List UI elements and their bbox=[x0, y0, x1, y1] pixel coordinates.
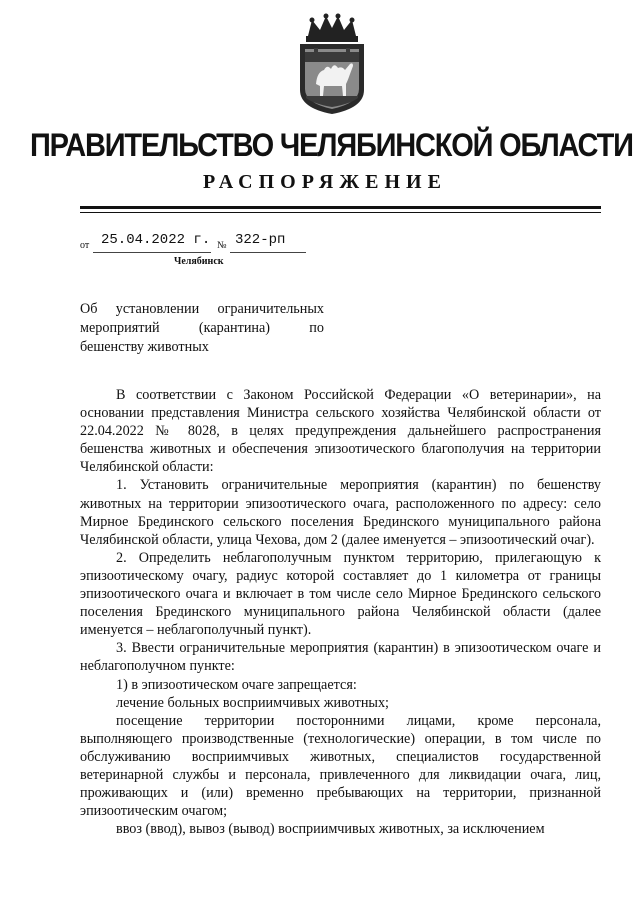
clause-paragraph: 3. Ввести ограничительные мероприятия (карантин) в эпизоотическом очаге и неблагополучном пункте: bbox=[80, 640, 601, 675]
preamble-paragraph: В соответствии с Законом Российской Федерации «О ветеринарии», на основании представления Министра сельского хозяйства Челябинской области от 22.04.2022 № 8028, в целях предупреждения дальнейшего распространения бешенства животных и обеспечения эпизоотического благополучия на территории Челябинской области: bbox=[80, 387, 601, 476]
subclause-paragraph: 1) в эпизоотическом очаге запрещается: bbox=[116, 676, 357, 693]
number-underline bbox=[230, 252, 306, 253]
date-underline bbox=[93, 252, 211, 253]
clause-paragraph: 2. Определить неблагополучным пунктом территорию, прилегающую к эпизоотическому очагу, радиус которой составляет до 1 километра от границы эпизоотического очага и включает в том числе село Мирное Брединского сельского поселения Брединского муниципального района Челябинской области (далее именуется – неблагополучный пункт). bbox=[80, 549, 601, 639]
document-body bbox=[80, 386, 601, 838]
subject-line: мероприятий (карантина) по bbox=[80, 320, 324, 336]
document-number: 322-рп bbox=[235, 232, 286, 248]
document-type-title: РАСПОРЯЖЕНИЕ bbox=[203, 171, 447, 193]
header-divider-thick bbox=[80, 206, 601, 209]
subject-line: бешенству животных bbox=[80, 339, 209, 355]
number-prefix-label: № bbox=[217, 240, 227, 251]
document-date: 25.04.2022 г. bbox=[101, 232, 211, 248]
header-divider-thin bbox=[80, 212, 601, 213]
subject-line: Об установлении ограничительных bbox=[80, 301, 324, 317]
subclause-paragraph: ввоз (ввод), вывоз (вывод) восприимчивых животных, за исключением bbox=[116, 821, 545, 838]
subclause-paragraph: посещение территории посторонними лицами, кроме персонала, выполняющего производственные (технологические) операции, в том числе по обслуживанию восприимчивых животных, специалистов государственной ветеринарной службы и персонала, привлеченного для ликвидации очага, лиц, проживающих и (или) временно пребывающих на территории, признанной эпизоотическим очагом; bbox=[80, 712, 601, 820]
clause-paragraph: 1. Установить ограничительные мероприятия (карантин) по бешенству животных на территории эпизоотического очага, расположенного по адресу: село Мирное Брединского сельского поселения Брединского муниципального района Челябинской области, улица Чехова, дом 2 (далее именуется – эпизоотический очаг). bbox=[80, 477, 601, 548]
organization-title: ПРАВИТЕЛЬСТВО ЧЕЛЯБИНСКОЙ ОБЛАСТИ bbox=[30, 128, 633, 164]
coat-of-arms-emblem bbox=[290, 12, 374, 116]
document-subject bbox=[80, 300, 324, 357]
subclause-paragraph: лечение больных восприимчивых животных; bbox=[116, 694, 389, 711]
date-prefix-label: от bbox=[80, 240, 90, 251]
document-city: Челябинск bbox=[174, 256, 224, 267]
